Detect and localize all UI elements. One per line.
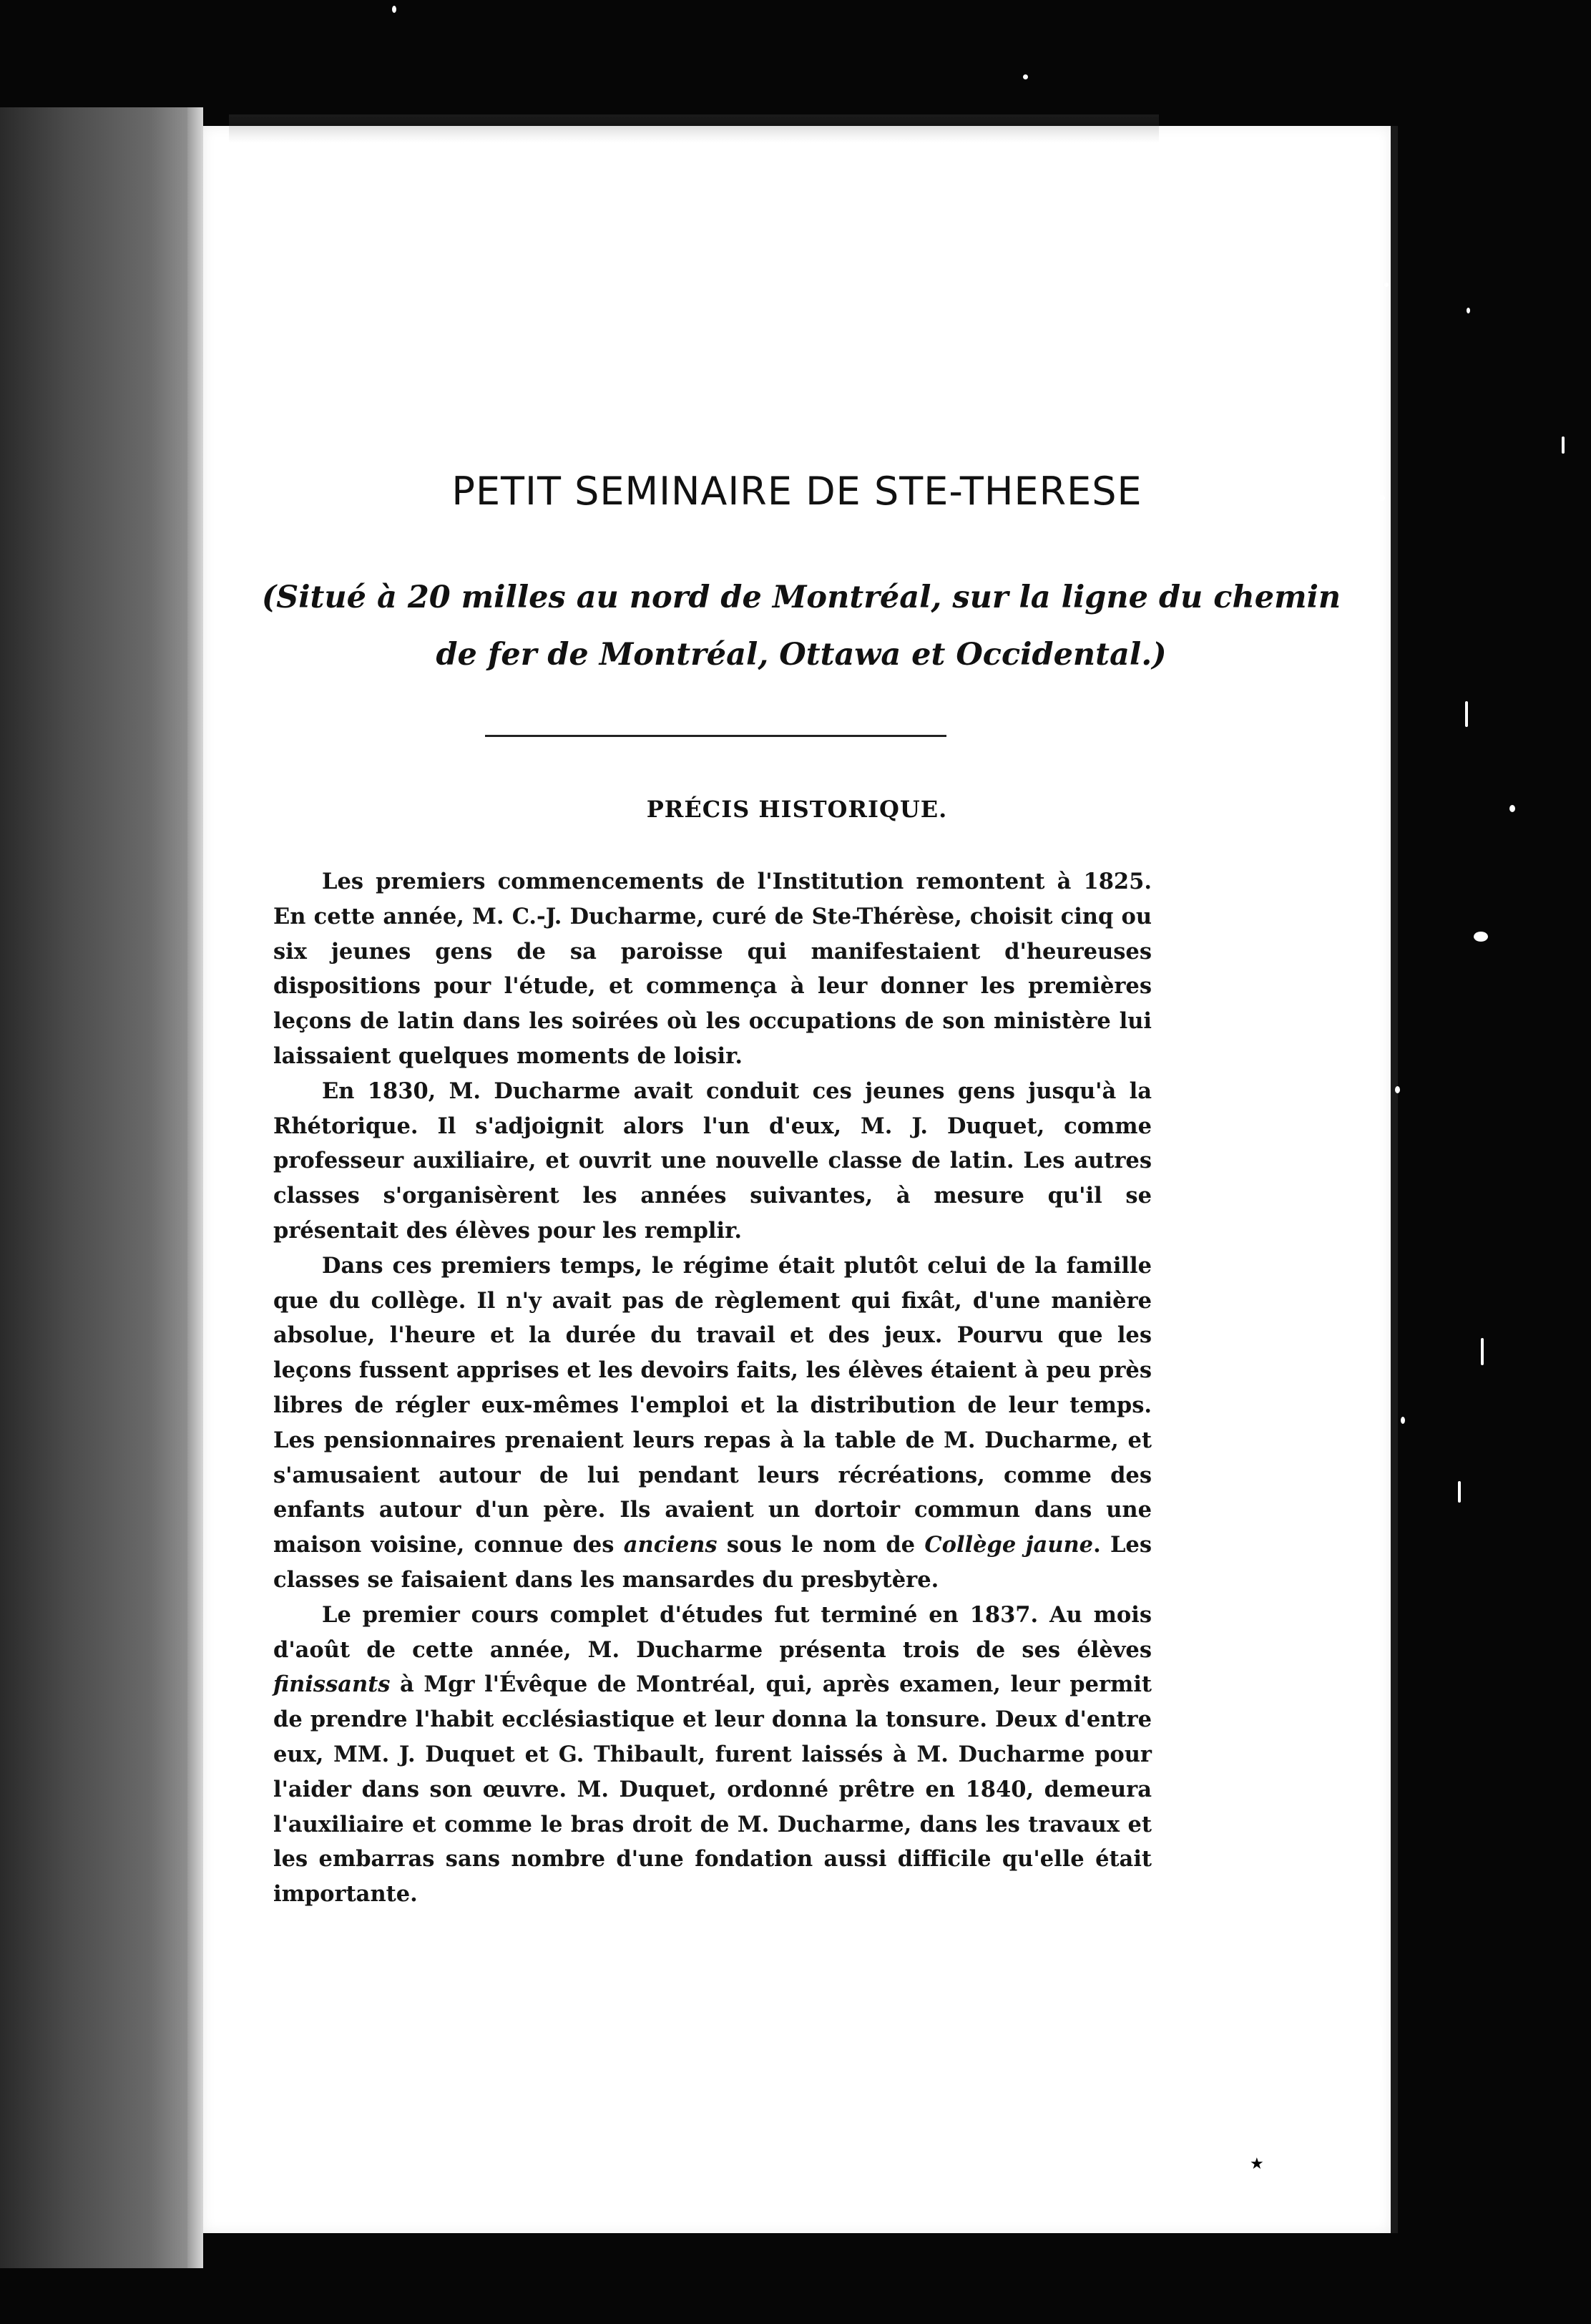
scan-speck (1474, 932, 1488, 942)
text-run: En 1830, M. Ducharme avait conduit ces jeunes gens jusqu'à la Rhétorique. Il s'adjoignit alors l'un d'eux, M. J. Duquet, comme professeur auxiliaire, et ouvrit une nouvelle classe de latin. Les autres classes s'organisèrent les années suivantes, à mesure qu'il se présentait des élèves pour les remplir. (273, 1078, 1152, 1244)
page-subtitle (236, 569, 1366, 683)
scan-speck (1465, 701, 1468, 727)
section-heading: PRÉCIS HISTORIQUE. (646, 796, 948, 823)
scan-speck (1467, 308, 1470, 313)
italic-term: anciens (623, 1532, 718, 1558)
bleed-through-band (229, 114, 1159, 143)
section-divider (485, 735, 946, 737)
facing-page-edge (0, 107, 187, 2268)
subtitle-line-1: (Situé à 20 milles au nord de Montréal, sur la ligne du chemin (261, 580, 1341, 615)
text-run: Dans ces premiers temps, le régime était plutôt celui de la famille que du collège. Il n'y avait pas de règlement qui fixât, d'une manière absolue, l'heure et la durée du travail et des jeux. Pourvu que les leçons fussent apprises et les devoirs faits, les élèves étaient à peu près libres de régler eux-mêmes l'emploi et la distribution de leur temps. Les pensionnaires prenaient leurs repas à la table de M. Ducharme, et s'amusaient autour de lui pendant leurs récréations, comme des enfants autour d'un père. Ils avaient un dortoir commun dans une maison voisine, connue des (273, 1252, 1152, 1558)
scan-speck (1384, 283, 1389, 287)
subtitle-line-2: de fer de Montréal, Ottawa et Occidental.) (436, 637, 1167, 673)
page-edge-shadow (1391, 126, 1398, 2233)
text-run: Les premiers commencements de l'Institution remontent à 1825. En cette année, M. C.-J. Ducharme, curé de Ste-Thérèse, choisit cinq ou six jeunes gens de sa paroisse qui manifestaient d'heureuses dispositions pour l'étude, et commença à leur donner les premières leçons de latin dans les soirées où les occupations de son ministère lui laissaient quelques moments de loisir. (273, 869, 1152, 1069)
italic-term: finissants (273, 1671, 391, 1698)
scan-speck (1509, 805, 1515, 812)
text-run: à Mgr l'Évêque de Montréal, qui, après examen, leur permit de prendre l'habit ecclésiastique et leur donna la tonsure. Deux d'entre eux, MM. J. Duquet et G. Thibault, furent laissés à M. Ducharme pour l'aider dans son œuvre. M. Duquet, ordonné prêtre en 1840, demeura l'auxiliaire et comme le bras droit de M. Ducharme, dans les travaux et les embarras sans nombre d'une fondation aussi difficile qu'elle était importante. (273, 1671, 1152, 1908)
text-run: Le premier cours complet d'études fut terminé en 1837. Au mois d'août de cette année, M. Ducharme présenta trois de ses élèves (273, 1601, 1152, 1663)
scan-speck (1023, 74, 1028, 79)
book-spine (187, 107, 203, 2268)
body-text (273, 864, 1152, 1912)
paragraph-1 (273, 864, 1152, 1074)
italic-term: Collège jaune (924, 1532, 1094, 1558)
scan-speck (1395, 1086, 1400, 1093)
paragraph-3 (273, 1249, 1152, 1598)
scan-speck (1458, 1481, 1461, 1503)
text-run: . Les classes se faisaient dans les mansardes du presbytère. (273, 1532, 1152, 1593)
page-title: PETIT SEMINAIRE DE STE-THERESE (451, 469, 1142, 514)
paragraph-2 (273, 1074, 1152, 1249)
text-run: sous le nom de (717, 1532, 925, 1558)
scan-speck (392, 6, 396, 13)
scan-speck (1481, 1338, 1484, 1365)
scan-speck (1562, 436, 1565, 454)
footer-star-mark: ★ (1250, 2155, 1264, 2173)
paragraph-4 (273, 1598, 1152, 1912)
scan-speck (1374, 2025, 1382, 2082)
scan-speck (1401, 1417, 1405, 1424)
